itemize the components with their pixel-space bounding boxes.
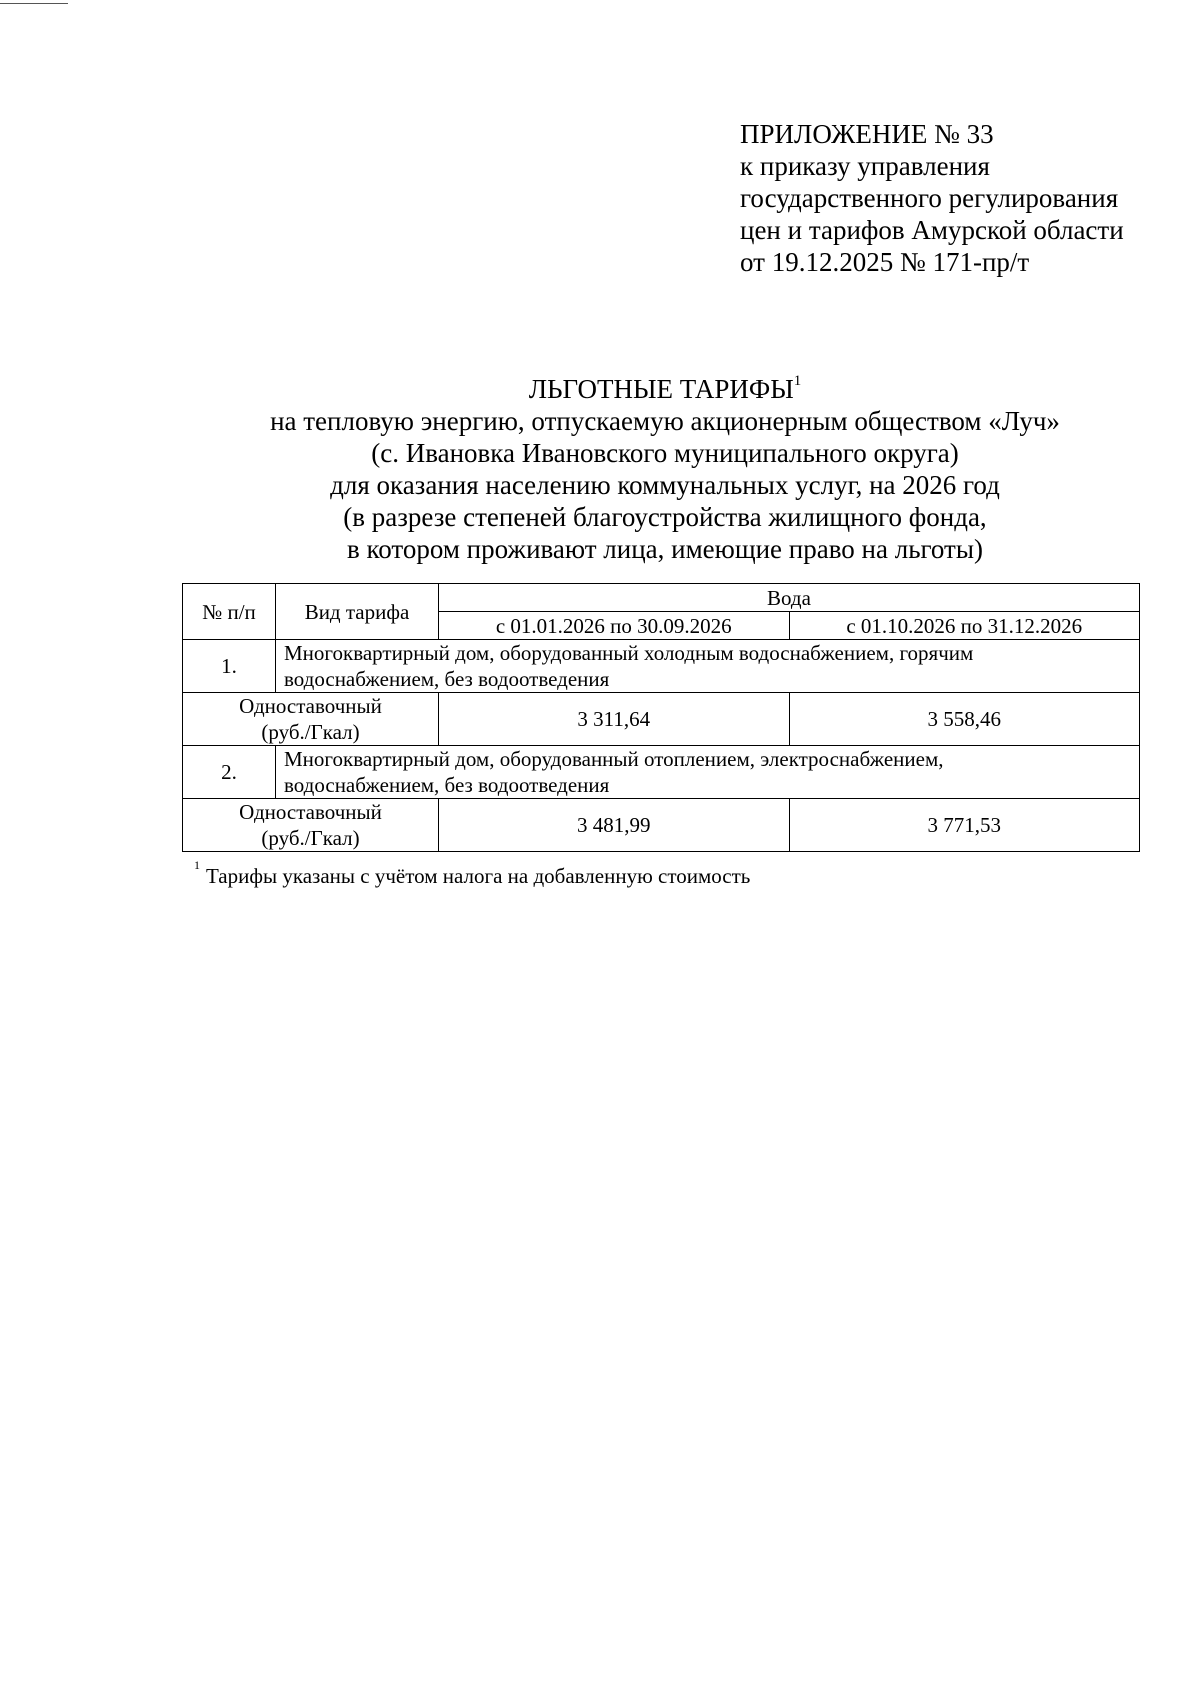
section-num: 2. [183, 746, 276, 799]
footnote-mark: 1 [194, 858, 200, 872]
tariff-type-label: Одноставочный [239, 800, 382, 824]
tariff-value: 3 311,64 [439, 693, 790, 746]
header-period-1: с 01.01.2026 по 30.09.2026 [439, 612, 790, 640]
section-description-line: Многоквартирный дом, оборудованный холодным водоснабжением, горячим [284, 641, 974, 665]
footnote [194, 858, 750, 889]
title-line: (с. Ивановка Ивановского муниципального округа) [371, 438, 959, 468]
table-header-row [183, 584, 1140, 612]
tariff-table [182, 583, 1140, 852]
section-row [183, 640, 1140, 693]
appendix-line: государственного регулирования [740, 183, 1119, 213]
header-period-2: с 01.10.2026 по 31.12.2026 [789, 612, 1140, 640]
tariff-type-cell [183, 693, 439, 746]
title-line: для оказания населению коммунальных услуг, на 2026 год [330, 470, 1000, 500]
header-num: № п/п [183, 584, 276, 640]
section-row [183, 746, 1140, 799]
section-description-line: водоснабжением, без водоотведения [284, 773, 610, 797]
appendix-line: от 19.12.2025 № 171-пр/т [740, 247, 1030, 277]
tariff-unit-label: (руб./Гкал) [261, 826, 360, 850]
header-tariff-type: Вид тарифа [276, 584, 439, 640]
section-description-line: Многоквартирный дом, оборудованный отоплением, электроснабжением, [284, 747, 944, 771]
title-line: в котором проживают лица, имеющие право на льготы) [347, 534, 983, 564]
title-line: (в разрезе степеней благоустройства жилищного фонда, [343, 502, 987, 532]
tariff-row [183, 693, 1140, 746]
appendix-line: ПРИЛОЖЕНИЕ № 33 [740, 119, 994, 149]
appendix-header [740, 118, 1124, 278]
section-description [276, 640, 1140, 693]
tariff-type-label: Одноставочный [239, 694, 382, 718]
footnote-text: Тарифы указаны с учётом налога на добавленную стоимость [206, 864, 751, 888]
tariff-unit-label: (руб./Гкал) [261, 720, 360, 744]
header-group-water: Вода [439, 584, 1140, 612]
tariff-value: 3 558,46 [789, 693, 1140, 746]
appendix-line: цен и тарифов Амурской области [740, 215, 1124, 245]
tariff-value: 3 481,99 [439, 799, 790, 852]
document-title [150, 368, 1180, 565]
appendix-line: к приказу управления [740, 151, 990, 181]
tariff-row [183, 799, 1140, 852]
scan-edge-mark [0, 3, 68, 4]
tariff-value: 3 771,53 [789, 799, 1140, 852]
tariff-type-cell [183, 799, 439, 852]
section-description [276, 746, 1140, 799]
section-description-line: водоснабжением, без водоотведения [284, 667, 610, 691]
title-footnote-mark: 1 [793, 373, 802, 389]
main-title: ЛЬГОТНЫЕ ТАРИФЫ [528, 374, 794, 404]
section-num: 1. [183, 640, 276, 693]
title-line: на тепловую энергию, отпускаемую акционерным обществом «Луч» [270, 406, 1060, 436]
